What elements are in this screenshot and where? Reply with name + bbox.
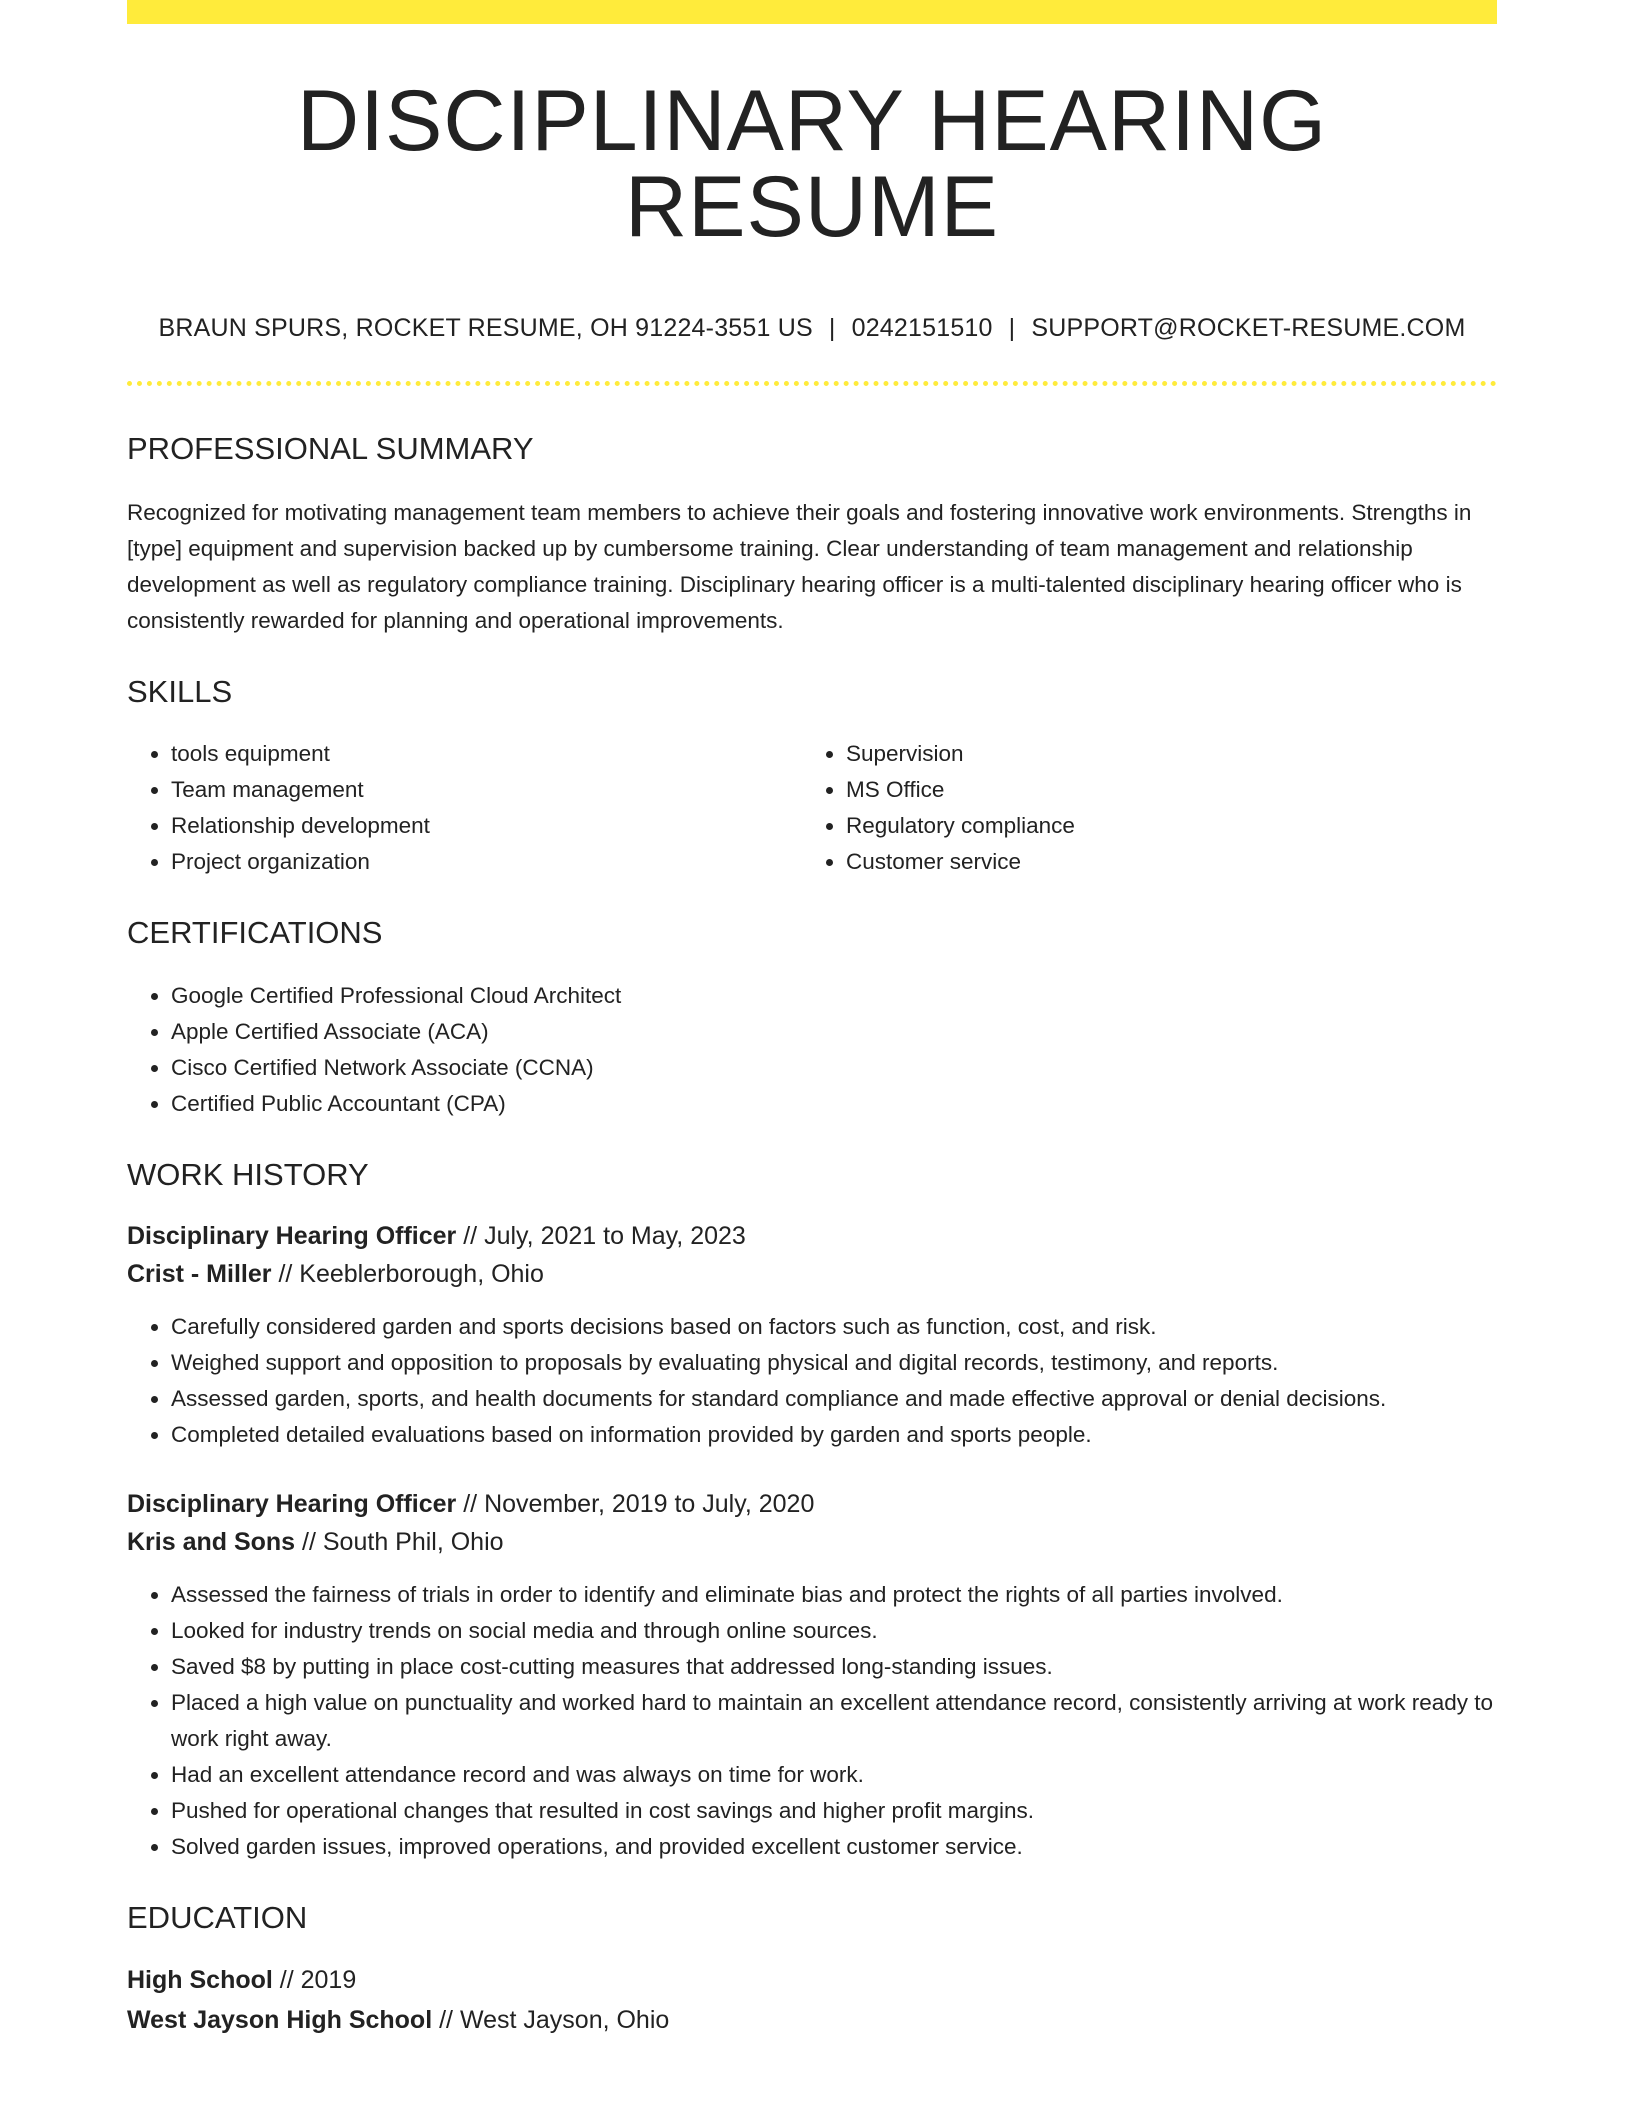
job-role: Disciplinary Hearing Officer (127, 1489, 457, 1518)
job-company-line (127, 1523, 1497, 1561)
job-company: Kris and Sons (127, 1527, 296, 1556)
job-duty-item: • Saved $8 by putting in place cost-cutting measures that addressed long-standing issues. (171, 1649, 1497, 1685)
job-duty-item: • Solved garden issues, improved operations, and provided excellent customer service. (171, 1829, 1497, 1865)
skill-item: • Project organization (171, 844, 802, 880)
certifications-list (127, 978, 1497, 1122)
job-duty-item: • Had an excellent attendance record and was always on time for work. (171, 1757, 1497, 1793)
dotted-divider (127, 381, 1497, 386)
education-school-line (127, 2000, 1497, 2040)
job-duty-item: • Carefully considered garden and sports decisions based on factors such as function, cost, and risk. (171, 1309, 1497, 1345)
job-role-line (127, 1217, 1497, 1255)
section-title-work-history: WORK HISTORY (127, 1156, 369, 1192)
education-degree-line (127, 1960, 1497, 2000)
skills-section (127, 673, 1497, 880)
certification-item: • Google Certified Professional Cloud Architect (171, 978, 1497, 1014)
accent-top-bar (127, 0, 1497, 24)
skills-list-left (127, 736, 802, 880)
certification-item: • Certified Public Accountant (CPA) (171, 1086, 1497, 1122)
job-duties-list (127, 1309, 1497, 1453)
job-duty-item: • Completed detailed evaluations based on information provided by garden and sports people. (171, 1417, 1497, 1453)
resume-page (127, 0, 1497, 2040)
certifications-section (127, 914, 1497, 1121)
contact-address: BRAUN SPURS, ROCKET RESUME, OH 91224-3551 US (158, 314, 813, 342)
education-year: // 2019 (279, 1965, 357, 1994)
job-duty-item: • Assessed the fairness of trials in order to identify and eliminate bias and protect the rights of all parties involved. (171, 1577, 1497, 1613)
contact-email: SUPPORT@ROCKET-RESUME.COM (1031, 314, 1466, 342)
education-school: West Jayson High School (127, 2005, 433, 2034)
section-title-skills: SKILLS (127, 674, 233, 710)
contact-line (127, 314, 1497, 343)
skill-item: • MS Office (846, 772, 1477, 808)
job-company-line (127, 1255, 1497, 1293)
job-dates: // July, 2021 to May, 2023 (463, 1221, 746, 1250)
skill-item: • Supervision (846, 736, 1477, 772)
skill-item: • Relationship development (171, 808, 802, 844)
certification-item: • Cisco Certified Network Associate (CCNA) (171, 1050, 1497, 1086)
job-duty-item: • Weighed support and opposition to proposals by evaluating physical and digital records, testimony, and reports. (171, 1345, 1497, 1381)
section-title-education: EDUCATION (127, 1899, 308, 1935)
job-duty-item: • Pushed for operational changes that resulted in cost savings and higher profit margins. (171, 1793, 1497, 1829)
skill-item: • Team management (171, 772, 802, 808)
education-degree: High School (127, 1965, 273, 1994)
resume-title: DISCIPLINARY HEARING RESUME (297, 73, 1327, 255)
section-title-summary: PROFESSIONAL SUMMARY (127, 431, 534, 466)
job-header (127, 1485, 1497, 1561)
education-location: // West Jayson, Ohio (439, 2005, 670, 2034)
skill-item: • Customer service (846, 844, 1477, 880)
job-role: Disciplinary Hearing Officer (127, 1221, 457, 1250)
certification-item: • Apple Certified Associate (ACA) (171, 1014, 1497, 1050)
job-location: // Keeblerborough, Ohio (278, 1259, 544, 1288)
job-dates: // November, 2019 to July, 2020 (463, 1489, 815, 1518)
job-duty-item: • Looked for industry trends on social media and through online sources. (171, 1613, 1497, 1649)
skills-list-right (802, 736, 1477, 880)
education-entry (127, 1960, 1497, 2040)
job-role-line (127, 1485, 1497, 1523)
skills-grid (127, 736, 1497, 880)
job-location: // South Phil, Ohio (302, 1527, 504, 1556)
contact-separator: | (828, 314, 836, 342)
section-title-certifications: CERTIFICATIONS (127, 915, 383, 951)
job-header (127, 1217, 1497, 1293)
professional-summary-section (127, 430, 1497, 639)
job-duty-item: • Placed a high value on punctuality and worked hard to maintain an excellent attendance record, consistently arriving at work ready to work right away. (171, 1685, 1497, 1757)
skill-item: • tools equipment (171, 736, 802, 772)
contact-separator: | (1008, 314, 1016, 342)
job-company: Crist - Miller (127, 1259, 272, 1288)
contact-phone: 0242151510 (851, 314, 993, 342)
job-duties-list (127, 1577, 1497, 1865)
work-history-section (127, 1156, 1497, 1865)
job-duty-item: • Assessed garden, sports, and health documents for standard compliance and made effective approval or denial decisions. (171, 1381, 1497, 1417)
education-section (127, 1899, 1497, 2040)
summary-paragraph: Recognized for motivating management team members to achieve their goals and fostering innovative work environments. Strengths in [type] equipment and supervision backed up by cumbersome training. Clear understanding of team management and relationship development as well as regulatory compliance training. Disciplinary hearing officer is a multi-talented disciplinary hearing officer who is consistently rewarded for planning and operational improvements. (127, 500, 1472, 634)
skill-item: • Regulatory compliance (846, 808, 1477, 844)
